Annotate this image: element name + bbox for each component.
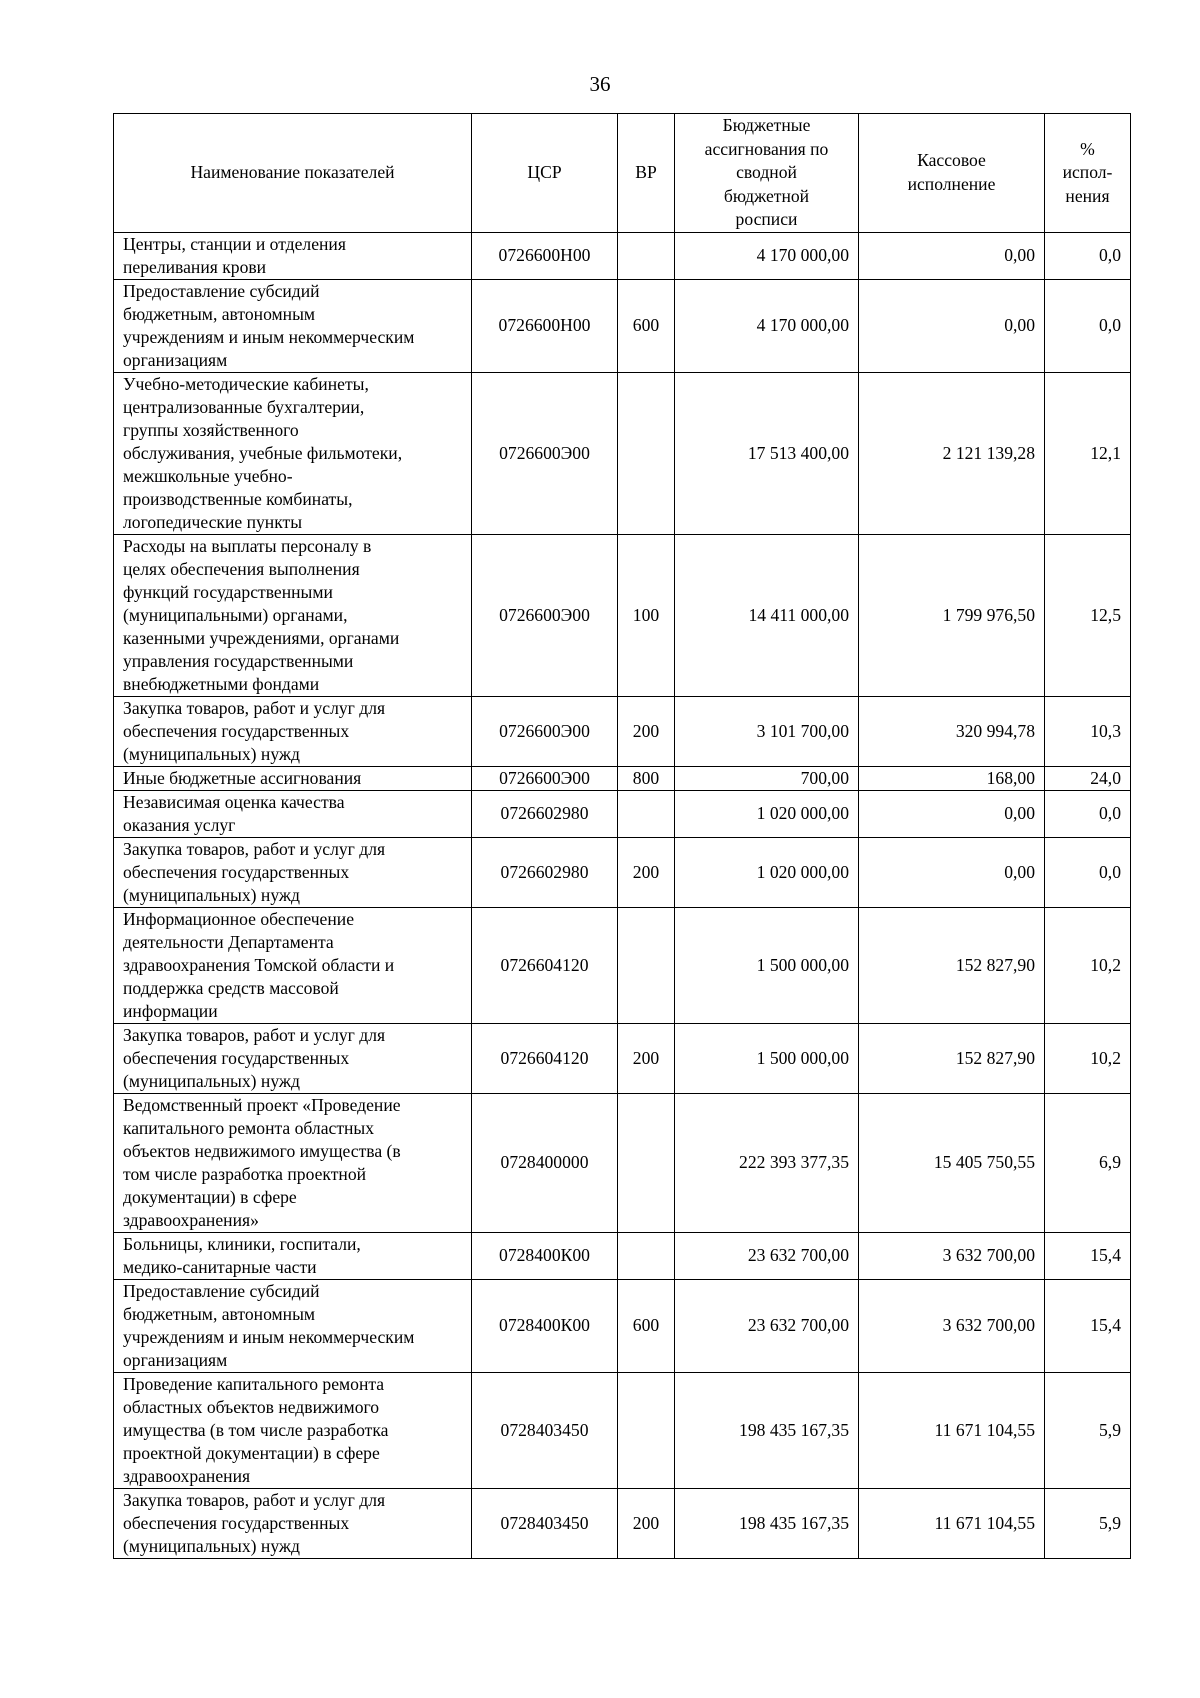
row-execution-cell: 0,00: [859, 232, 1045, 279]
row-percent-cell: 5,9: [1045, 1488, 1131, 1558]
row-percent-cell: 10,2: [1045, 907, 1131, 1023]
table-row: [114, 1093, 1131, 1232]
row-vr-cell: 800: [618, 766, 675, 790]
table-row: [114, 1023, 1131, 1093]
row-appropriations-cell: 23 632 700,00: [675, 1279, 859, 1372]
table-row: [114, 534, 1131, 696]
row-percent-cell: 0,0: [1045, 232, 1131, 279]
row-vr-cell: [618, 1093, 675, 1232]
row-execution-cell: 0,00: [859, 279, 1045, 372]
row-vr-cell: [618, 232, 675, 279]
header-name: Наименование показателей: [114, 114, 472, 233]
row-csr-cell: 0728403450: [472, 1372, 618, 1488]
row-execution-cell: 1 799 976,50: [859, 534, 1045, 696]
row-csr-cell: 0726604120: [472, 907, 618, 1023]
row-csr-cell: 0728400К00: [472, 1232, 618, 1279]
row-csr-cell: 0726602980: [472, 837, 618, 907]
row-appropriations-cell: 1 500 000,00: [675, 1023, 859, 1093]
row-vr-cell: [618, 907, 675, 1023]
row-csr-cell: 0728400К00: [472, 1279, 618, 1372]
row-percent-cell: 15,4: [1045, 1232, 1131, 1279]
row-execution-cell: 15 405 750,55: [859, 1093, 1045, 1232]
table-header-row: [114, 114, 1131, 233]
row-vr-cell: 100: [618, 534, 675, 696]
header-csr: ЦСР: [472, 114, 618, 233]
table-row: [114, 696, 1131, 766]
row-name-cell: Учебно-методические кабинеты, централизованные бухгалтерии, группы хозяйственного обслуживания, учебные фильмотеки, межшкольные учебно- производственные комбинаты, логопедические пункты: [114, 372, 472, 534]
header-execution: Кассовое исполнение: [859, 114, 1045, 233]
row-vr-cell: 600: [618, 1279, 675, 1372]
row-name-cell: Проведение капитального ремонта областных объектов недвижимого имущества (в том числе разработка проектной документации) в сфере здравоохранения: [114, 1372, 472, 1488]
table-row: [114, 837, 1131, 907]
row-execution-cell: 168,00: [859, 766, 1045, 790]
row-appropriations-cell: 198 435 167,35: [675, 1372, 859, 1488]
row-execution-cell: 11 671 104,55: [859, 1488, 1045, 1558]
row-csr-cell: 0728400000: [472, 1093, 618, 1232]
table-row: [114, 1488, 1131, 1558]
row-vr-cell: 600: [618, 279, 675, 372]
row-vr-cell: [618, 1372, 675, 1488]
row-appropriations-cell: 198 435 167,35: [675, 1488, 859, 1558]
budget-table: [113, 113, 1131, 1559]
row-percent-cell: 10,2: [1045, 1023, 1131, 1093]
row-percent-cell: 6,9: [1045, 1093, 1131, 1232]
row-name-cell: Независимая оценка качества оказания услуг: [114, 790, 472, 837]
row-execution-cell: 11 671 104,55: [859, 1372, 1045, 1488]
row-name-cell: Расходы на выплаты персоналу в целях обеспечения выполнения функций государственными (муниципальными) органами, казенными учреждениями, органами управления государственными внебюджетными фондами: [114, 534, 472, 696]
row-name-cell: Закупка товаров, работ и услуг для обеспечения государственных (муниципальных) нужд: [114, 1488, 472, 1558]
row-vr-cell: 200: [618, 1023, 675, 1093]
table-row: [114, 1372, 1131, 1488]
row-csr-cell: 0726600Э00: [472, 372, 618, 534]
row-appropriations-cell: 23 632 700,00: [675, 1232, 859, 1279]
row-csr-cell: 0726602980: [472, 790, 618, 837]
row-execution-cell: 152 827,90: [859, 907, 1045, 1023]
table-row: [114, 372, 1131, 534]
table-row: [114, 766, 1131, 790]
row-execution-cell: 152 827,90: [859, 1023, 1045, 1093]
table-row: [114, 1232, 1131, 1279]
row-vr-cell: [618, 790, 675, 837]
row-percent-cell: 12,5: [1045, 534, 1131, 696]
row-name-cell: Предоставление субсидий бюджетным, автономным учреждениям и иным некоммерческим организациям: [114, 1279, 472, 1372]
row-percent-cell: 10,3: [1045, 696, 1131, 766]
row-name-cell: Закупка товаров, работ и услуг для обеспечения государственных (муниципальных) нужд: [114, 837, 472, 907]
row-percent-cell: 0,0: [1045, 790, 1131, 837]
row-csr-cell: 0726600Н00: [472, 279, 618, 372]
row-vr-cell: 200: [618, 1488, 675, 1558]
row-appropriations-cell: 4 170 000,00: [675, 232, 859, 279]
row-appropriations-cell: 222 393 377,35: [675, 1093, 859, 1232]
row-name-cell: Центры, станции и отделения переливания крови: [114, 232, 472, 279]
row-execution-cell: 320 994,78: [859, 696, 1045, 766]
row-appropriations-cell: 1 020 000,00: [675, 837, 859, 907]
row-name-cell: Закупка товаров, работ и услуг для обеспечения государственных (муниципальных) нужд: [114, 696, 472, 766]
row-execution-cell: 2 121 139,28: [859, 372, 1045, 534]
row-vr-cell: [618, 1232, 675, 1279]
table-row: [114, 1279, 1131, 1372]
row-name-cell: Информационное обеспечение деятельности Департамента здравоохранения Томской области и поддержка средств массовой информации: [114, 907, 472, 1023]
row-appropriations-cell: 4 170 000,00: [675, 279, 859, 372]
row-appropriations-cell: 3 101 700,00: [675, 696, 859, 766]
header-vr: ВР: [618, 114, 675, 233]
row-execution-cell: 0,00: [859, 790, 1045, 837]
header-appropriations: Бюджетные ассигнования по сводной бюджетной росписи: [675, 114, 859, 233]
row-vr-cell: 200: [618, 837, 675, 907]
row-name-cell: Больницы, клиники, госпитали, медико-санитарные части: [114, 1232, 472, 1279]
row-name-cell: Ведомственный проект «Проведение капитального ремонта областных объектов недвижимого имущества (в том числе разработка проектной документации) в сфере здравоохранения»: [114, 1093, 472, 1232]
row-percent-cell: 24,0: [1045, 766, 1131, 790]
row-appropriations-cell: 14 411 000,00: [675, 534, 859, 696]
row-execution-cell: 3 632 700,00: [859, 1279, 1045, 1372]
row-appropriations-cell: 1 500 000,00: [675, 907, 859, 1023]
row-csr-cell: 0726604120: [472, 1023, 618, 1093]
page-number: 36: [589, 72, 611, 96]
row-percent-cell: 12,1: [1045, 372, 1131, 534]
row-csr-cell: 0726600Н00: [472, 232, 618, 279]
header-percent: % испол- нения: [1045, 114, 1131, 233]
row-appropriations-cell: 17 513 400,00: [675, 372, 859, 534]
row-csr-cell: 0726600Э00: [472, 534, 618, 696]
row-appropriations-cell: 700,00: [675, 766, 859, 790]
row-execution-cell: 3 632 700,00: [859, 1232, 1045, 1279]
table-body: [114, 232, 1131, 1558]
row-percent-cell: 0,0: [1045, 837, 1131, 907]
table-row: [114, 790, 1131, 837]
row-name-cell: Предоставление субсидий бюджетным, автономным учреждениям и иным некоммерческим организациям: [114, 279, 472, 372]
row-vr-cell: 200: [618, 696, 675, 766]
row-percent-cell: 15,4: [1045, 1279, 1131, 1372]
row-csr-cell: 0728403450: [472, 1488, 618, 1558]
row-name-cell: Иные бюджетные ассигнования: [114, 766, 472, 790]
row-csr-cell: 0726600Э00: [472, 766, 618, 790]
row-execution-cell: 0,00: [859, 837, 1045, 907]
row-percent-cell: 5,9: [1045, 1372, 1131, 1488]
row-percent-cell: 0,0: [1045, 279, 1131, 372]
row-vr-cell: [618, 372, 675, 534]
row-appropriations-cell: 1 020 000,00: [675, 790, 859, 837]
row-csr-cell: 0726600Э00: [472, 696, 618, 766]
table-row: [114, 232, 1131, 279]
row-name-cell: Закупка товаров, работ и услуг для обеспечения государственных (муниципальных) нужд: [114, 1023, 472, 1093]
table-row: [114, 279, 1131, 372]
table-row: [114, 907, 1131, 1023]
